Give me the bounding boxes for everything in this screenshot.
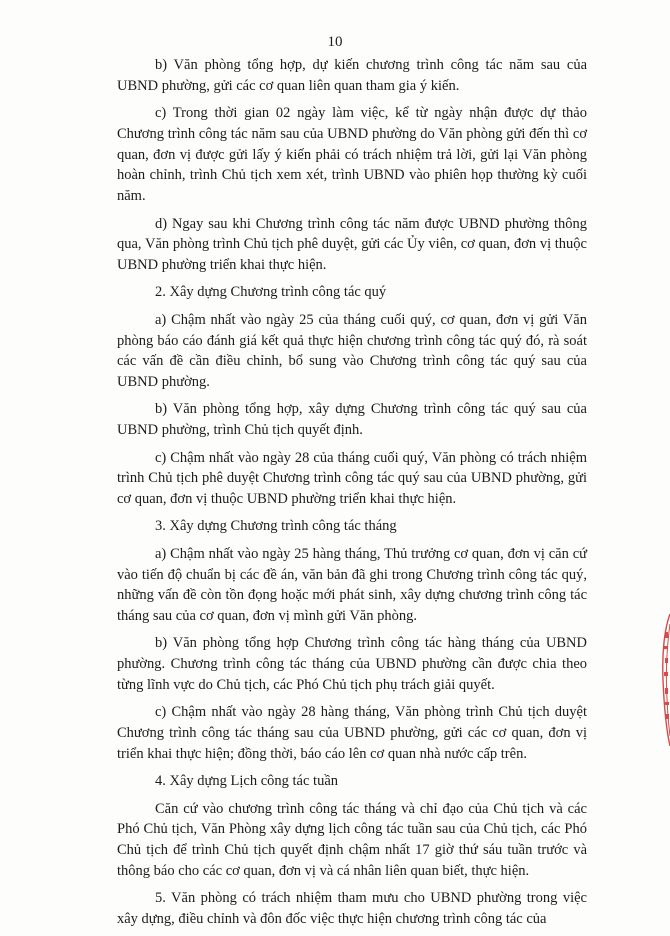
paragraph: b) Văn phòng tổng hợp, xây dựng Chương trình công tác quý sau của UBND phường, trình Chủ tịch quyết định. xyxy=(117,401,587,439)
paragraph: a) Chậm nhất vào ngày 25 hàng tháng, Thủ trưởng cơ quan, đơn vị căn cứ vào tiến độ chuẩn bị các đề án, văn bản đã ghi trong Chương trình công tác quý, những vấn đề còn tồn đọng hoặc mới phát sinh, xây dựng chương trình công tác tháng sau của cơ quan, đơn vị mình gửi Văn phòng. xyxy=(117,545,587,625)
paragraph: a) Chậm nhất vào ngày 25 của tháng cuối quý, cơ quan, đơn vị gửi Văn phòng báo cáo đánh giá kết quả thực hiện chương trình công tác quý đó, rà soát các vấn đề cần điều chỉnh, bổ sung vào Chương trình công tác quý sau của UBND phường. xyxy=(117,311,587,391)
section-heading: 2. Xây dựng Chương trình công tác quý xyxy=(155,284,387,301)
paragraph: c) Trong thời gian 02 ngày làm việc, kể từ ngày nhận được dự thảo Chương trình công tác năm sau của UBND phường do Văn phòng gửi đến thì cơ quan, đơn vị được gửi lấy ý kiến phải có trách nhiệm trả lời, gửi lại Văn phòng hoàn chỉnh, trình Chủ tịch xem xét, trình UBND vào phiên họp thường kỳ cuối năm. xyxy=(117,105,587,205)
page-number: 10 xyxy=(327,34,343,50)
section-heading: 3. Xây dựng Chương trình công tác tháng xyxy=(155,518,397,535)
paragraph: 5. Văn phòng có trách nhiệm tham mưu cho UBND phường trong việc xây dựng, điều chỉnh và đôn đốc việc thực hiện chương trình công tác của xyxy=(117,890,587,927)
paragraph: d) Ngay sau khi Chương trình công tác năm được UBND phường thông qua, Văn phòng trình Chủ tịch phê duyệt, gửi các Ủy viên, cơ quan, đơn vị thuộc UBND phường triển khai thực hiện. xyxy=(117,215,587,274)
paragraph: b) Văn phòng tổng hợp, dự kiến chương trình công tác năm sau của UBND phường, gửi các cơ quan liên quan tham gia ý kiến. xyxy=(117,57,587,94)
paragraph: Căn cứ vào chương trình công tác tháng và chỉ đạo của Chủ tịch và các Phó Chủ tịch, Văn Phòng xây dựng lịch công tác tuần sau của Chủ tịch, các Phó Chủ tịch để trình Chủ tịch quyết định chậm nhất 17 giờ thứ sáu tuần trước và thông báo cho các cơ quan, đơn vị và cá nhân liên quan biết, thực hiện. xyxy=(117,800,587,879)
paragraph: b) Văn phòng tổng hợp Chương trình công tác hàng tháng của UBND phường. Chương trình công tác tháng của UBND phường cần được chia theo từng lĩnh vực do Chủ tịch, các Phó Chủ tịch phụ trách giải quyết. xyxy=(117,635,587,694)
paragraph: c) Chậm nhất vào ngày 28 hàng tháng, Văn phòng trình Chủ tịch duyệt Chương trình công tác tháng sau của UBND phường, gửi các cơ quan, đơn vị triển khai thực hiện; đồng thời, báo cáo lên cơ quan nhà nước cấp trên. xyxy=(117,704,587,762)
paragraph: c) Chậm nhất vào ngày 28 của tháng cuối quý, Văn phòng có trách nhiệm trình Chủ tịch phê duyệt Chương trình công tác quý sau của UBND phường, gửi cơ quan, đơn vị thuộc UBND phường triển khai thực hiện. xyxy=(117,449,587,508)
document-body xyxy=(117,55,587,936)
section-heading: 4. Xây dựng Lịch công tác tuần xyxy=(155,773,339,790)
red-seal-stamp-edge xyxy=(654,610,670,750)
